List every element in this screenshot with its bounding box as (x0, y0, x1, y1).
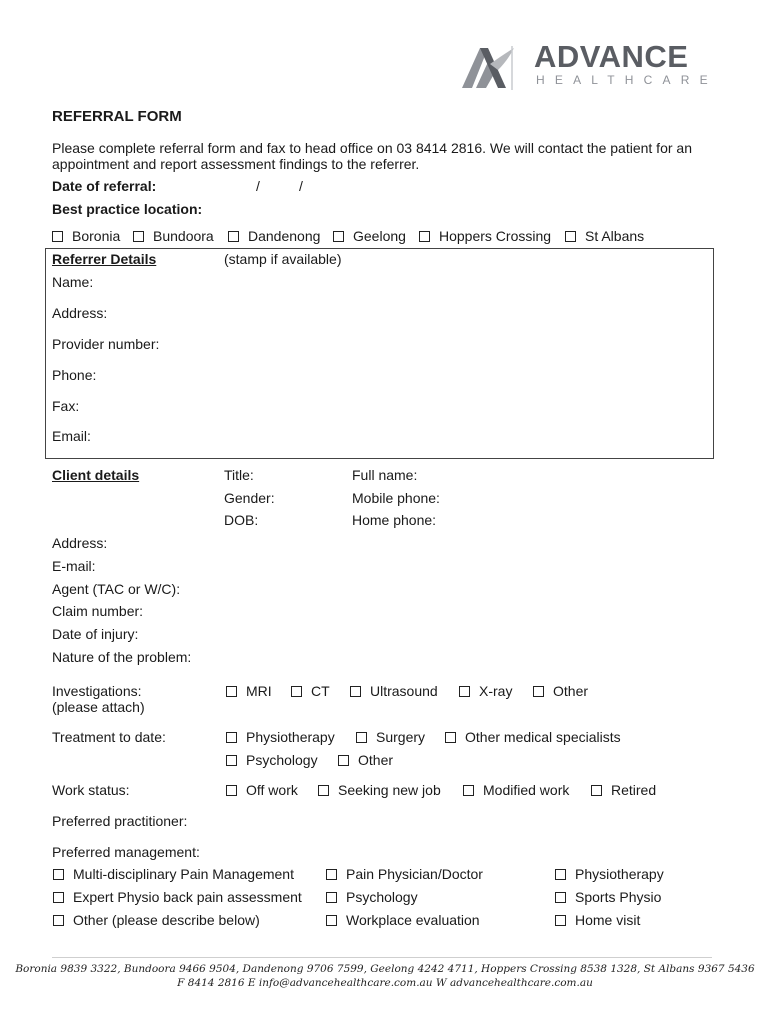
option-label: Expert Physio back pain assessment (73, 889, 302, 905)
checkbox[interactable] (326, 915, 337, 926)
checkbox[interactable] (326, 869, 337, 880)
advance-chevron-logo-icon (460, 44, 520, 92)
option-label: Geelong (353, 228, 406, 244)
checkbox[interactable] (291, 686, 302, 697)
preferred-practitioner-label: Preferred practitioner: (52, 813, 188, 829)
client-address-label: Address: (52, 535, 108, 551)
client-dob-label: DOB: (224, 512, 259, 528)
checkbox[interactable] (350, 686, 361, 697)
option-label: Dandenong (248, 228, 321, 244)
checkbox[interactable] (356, 732, 367, 743)
checkbox[interactable] (318, 785, 329, 796)
location-option-geelong[interactable] (333, 228, 406, 244)
treatment-option-other[interactable] (338, 752, 393, 768)
option-label: Surgery (376, 729, 426, 745)
checkbox[interactable] (555, 915, 566, 926)
work-status-label: Work status: (52, 782, 130, 798)
option-label: MRI (246, 683, 272, 699)
referrer-details-heading: Referrer Details (52, 251, 157, 267)
option-label: Physiotherapy (575, 866, 664, 882)
option-label: Multi-disciplinary Pain Management (73, 866, 294, 882)
client-home-phone-label: Home phone: (352, 512, 437, 528)
option-label: Boronia (72, 228, 121, 244)
option-label: Psychology (246, 752, 318, 768)
referrer-name-label: Name: (52, 274, 94, 290)
option-label: Other (553, 683, 589, 699)
client-mobile-label: Mobile phone: (352, 490, 440, 506)
option-label: Home visit (575, 912, 641, 928)
location-option-bundoora[interactable] (133, 228, 214, 244)
investigations-note: (please attach) (52, 699, 145, 715)
option-label: Other (please describe below) (73, 912, 260, 928)
work-option-seeking-new-job[interactable] (318, 782, 441, 798)
option-label: Ultrasound (370, 683, 438, 699)
checkbox[interactable] (591, 785, 602, 796)
referrer-address-label: Address: (52, 305, 108, 321)
checkbox[interactable] (226, 755, 237, 766)
footer-contact: F 8414 2816 E info@advancehealthcare.com.au W advancehealthcare.com.au (177, 977, 593, 989)
checkbox[interactable] (533, 686, 544, 697)
referrer-email-label: Email: (52, 428, 91, 444)
date-separator-2: / (299, 178, 303, 194)
checkbox[interactable] (565, 231, 576, 242)
location-option-st-albans[interactable] (565, 228, 644, 244)
treatment-option-surgery[interactable] (356, 729, 425, 745)
treatment-option-psychology[interactable] (226, 752, 318, 768)
option-label: Bundoora (153, 228, 214, 244)
option-label: Retired (611, 782, 657, 798)
management-option-workplace-evaluation[interactable] (326, 912, 480, 928)
checkbox[interactable] (53, 869, 64, 880)
option-label: CT (311, 683, 330, 699)
option-label: Seeking new job (338, 782, 441, 798)
checkbox[interactable] (53, 915, 64, 926)
client-agent-label: Agent (TAC or W/C): (52, 581, 181, 597)
form-title: REFERRAL FORM (52, 108, 182, 125)
checkbox[interactable] (52, 231, 63, 242)
option-label: Hoppers Crossing (439, 228, 552, 244)
option-label: Physiotherapy (246, 729, 335, 745)
checkbox[interactable] (226, 785, 237, 796)
checkbox[interactable] (53, 892, 64, 903)
option-label: Other medical specialists (465, 729, 621, 745)
referrer-details-box (45, 248, 714, 459)
option-label: Psychology (346, 889, 418, 905)
checkbox[interactable] (555, 892, 566, 903)
preferred-management-label: Preferred management: (52, 844, 200, 860)
client-details-heading: Client details (52, 467, 140, 483)
date-of-referral-label: Date of referral: (52, 178, 157, 194)
intro-line-1: Please complete referral form and fax to head office on 03 8414 2816. We will contact the patient for an (52, 140, 692, 156)
location-option-hoppers-crossing[interactable] (419, 228, 551, 244)
management-option-multidisciplinary[interactable] (53, 866, 294, 882)
work-option-modified-work[interactable] (463, 782, 569, 798)
date-separator-1: / (256, 178, 260, 194)
management-option-physiotherapy[interactable] (555, 866, 664, 882)
management-option-psychology[interactable] (326, 889, 418, 905)
option-label: Workplace evaluation (346, 912, 480, 928)
management-option-pain-physician[interactable] (326, 866, 483, 882)
client-date-of-injury-label: Date of injury: (52, 626, 139, 642)
best-practice-location-label: Best practice location: (52, 201, 203, 217)
checkbox[interactable] (133, 231, 144, 242)
logo-word-healthcare: HEALTHCARE (536, 73, 718, 87)
management-option-other[interactable] (53, 912, 260, 928)
checkbox[interactable] (463, 785, 474, 796)
management-option-sports-physio[interactable] (555, 889, 661, 905)
location-option-boronia[interactable] (52, 228, 120, 244)
investigation-option-other[interactable] (533, 683, 588, 699)
checkbox[interactable] (228, 231, 239, 242)
checkbox[interactable] (459, 686, 470, 697)
management-option-expert-physio[interactable] (53, 889, 302, 905)
option-label: Off work (246, 782, 298, 798)
location-option-dandenong[interactable] (228, 228, 320, 244)
work-option-retired[interactable] (591, 782, 656, 798)
work-option-off-work[interactable] (226, 782, 298, 798)
treatment-option-physiotherapy[interactable] (226, 729, 335, 745)
checkbox[interactable] (338, 755, 349, 766)
client-nature-of-problem-label: Nature of the problem: (52, 649, 192, 665)
investigation-option-xray[interactable] (459, 683, 512, 699)
treatment-option-other-specialists[interactable] (445, 729, 621, 745)
referrer-fax-label: Fax: (52, 398, 80, 414)
option-label: Sports Physio (575, 889, 662, 905)
client-email-label: E-mail: (52, 558, 96, 574)
intro-line-2: appointment and report assessment findings to the referrer. (52, 156, 420, 172)
checkbox[interactable] (333, 231, 344, 242)
footer-divider (52, 957, 712, 958)
referrer-provider-number-label: Provider number: (52, 336, 160, 352)
checkbox[interactable] (555, 869, 566, 880)
checkbox[interactable] (226, 732, 237, 743)
investigation-option-mri[interactable] (226, 683, 272, 699)
investigations-label: Investigations: (52, 683, 142, 699)
footer-locations: Boronia 9839 3322, Bundoora 9466 9504, Dandenong 9706 7599, Geelong 4242 4711, Hoppers Crossing 8538 1328, St Albans 9367 5436 (15, 963, 755, 975)
checkbox[interactable] (419, 231, 430, 242)
option-label: X-ray (479, 683, 513, 699)
management-option-home-visit[interactable] (555, 912, 640, 928)
checkbox[interactable] (226, 686, 237, 697)
investigation-option-ct[interactable] (291, 683, 330, 699)
investigation-option-ultrasound[interactable] (350, 683, 438, 699)
option-label: Other (358, 752, 394, 768)
treatment-to-date-label: Treatment to date: (52, 729, 166, 745)
stamp-note: (stamp if available) (224, 251, 342, 267)
checkbox[interactable] (445, 732, 456, 743)
option-label: St Albans (585, 228, 645, 244)
client-gender-label: Gender: (224, 490, 275, 506)
checkbox[interactable] (326, 892, 337, 903)
client-fullname-label: Full name: (352, 467, 418, 483)
option-label: Modified work (483, 782, 570, 798)
referrer-phone-label: Phone: (52, 367, 97, 383)
client-claim-number-label: Claim number: (52, 603, 144, 619)
client-title-label: Title: (224, 467, 254, 483)
logo-word-advance: ADVANCE (534, 39, 689, 74)
option-label: Pain Physician/Doctor (346, 866, 483, 882)
